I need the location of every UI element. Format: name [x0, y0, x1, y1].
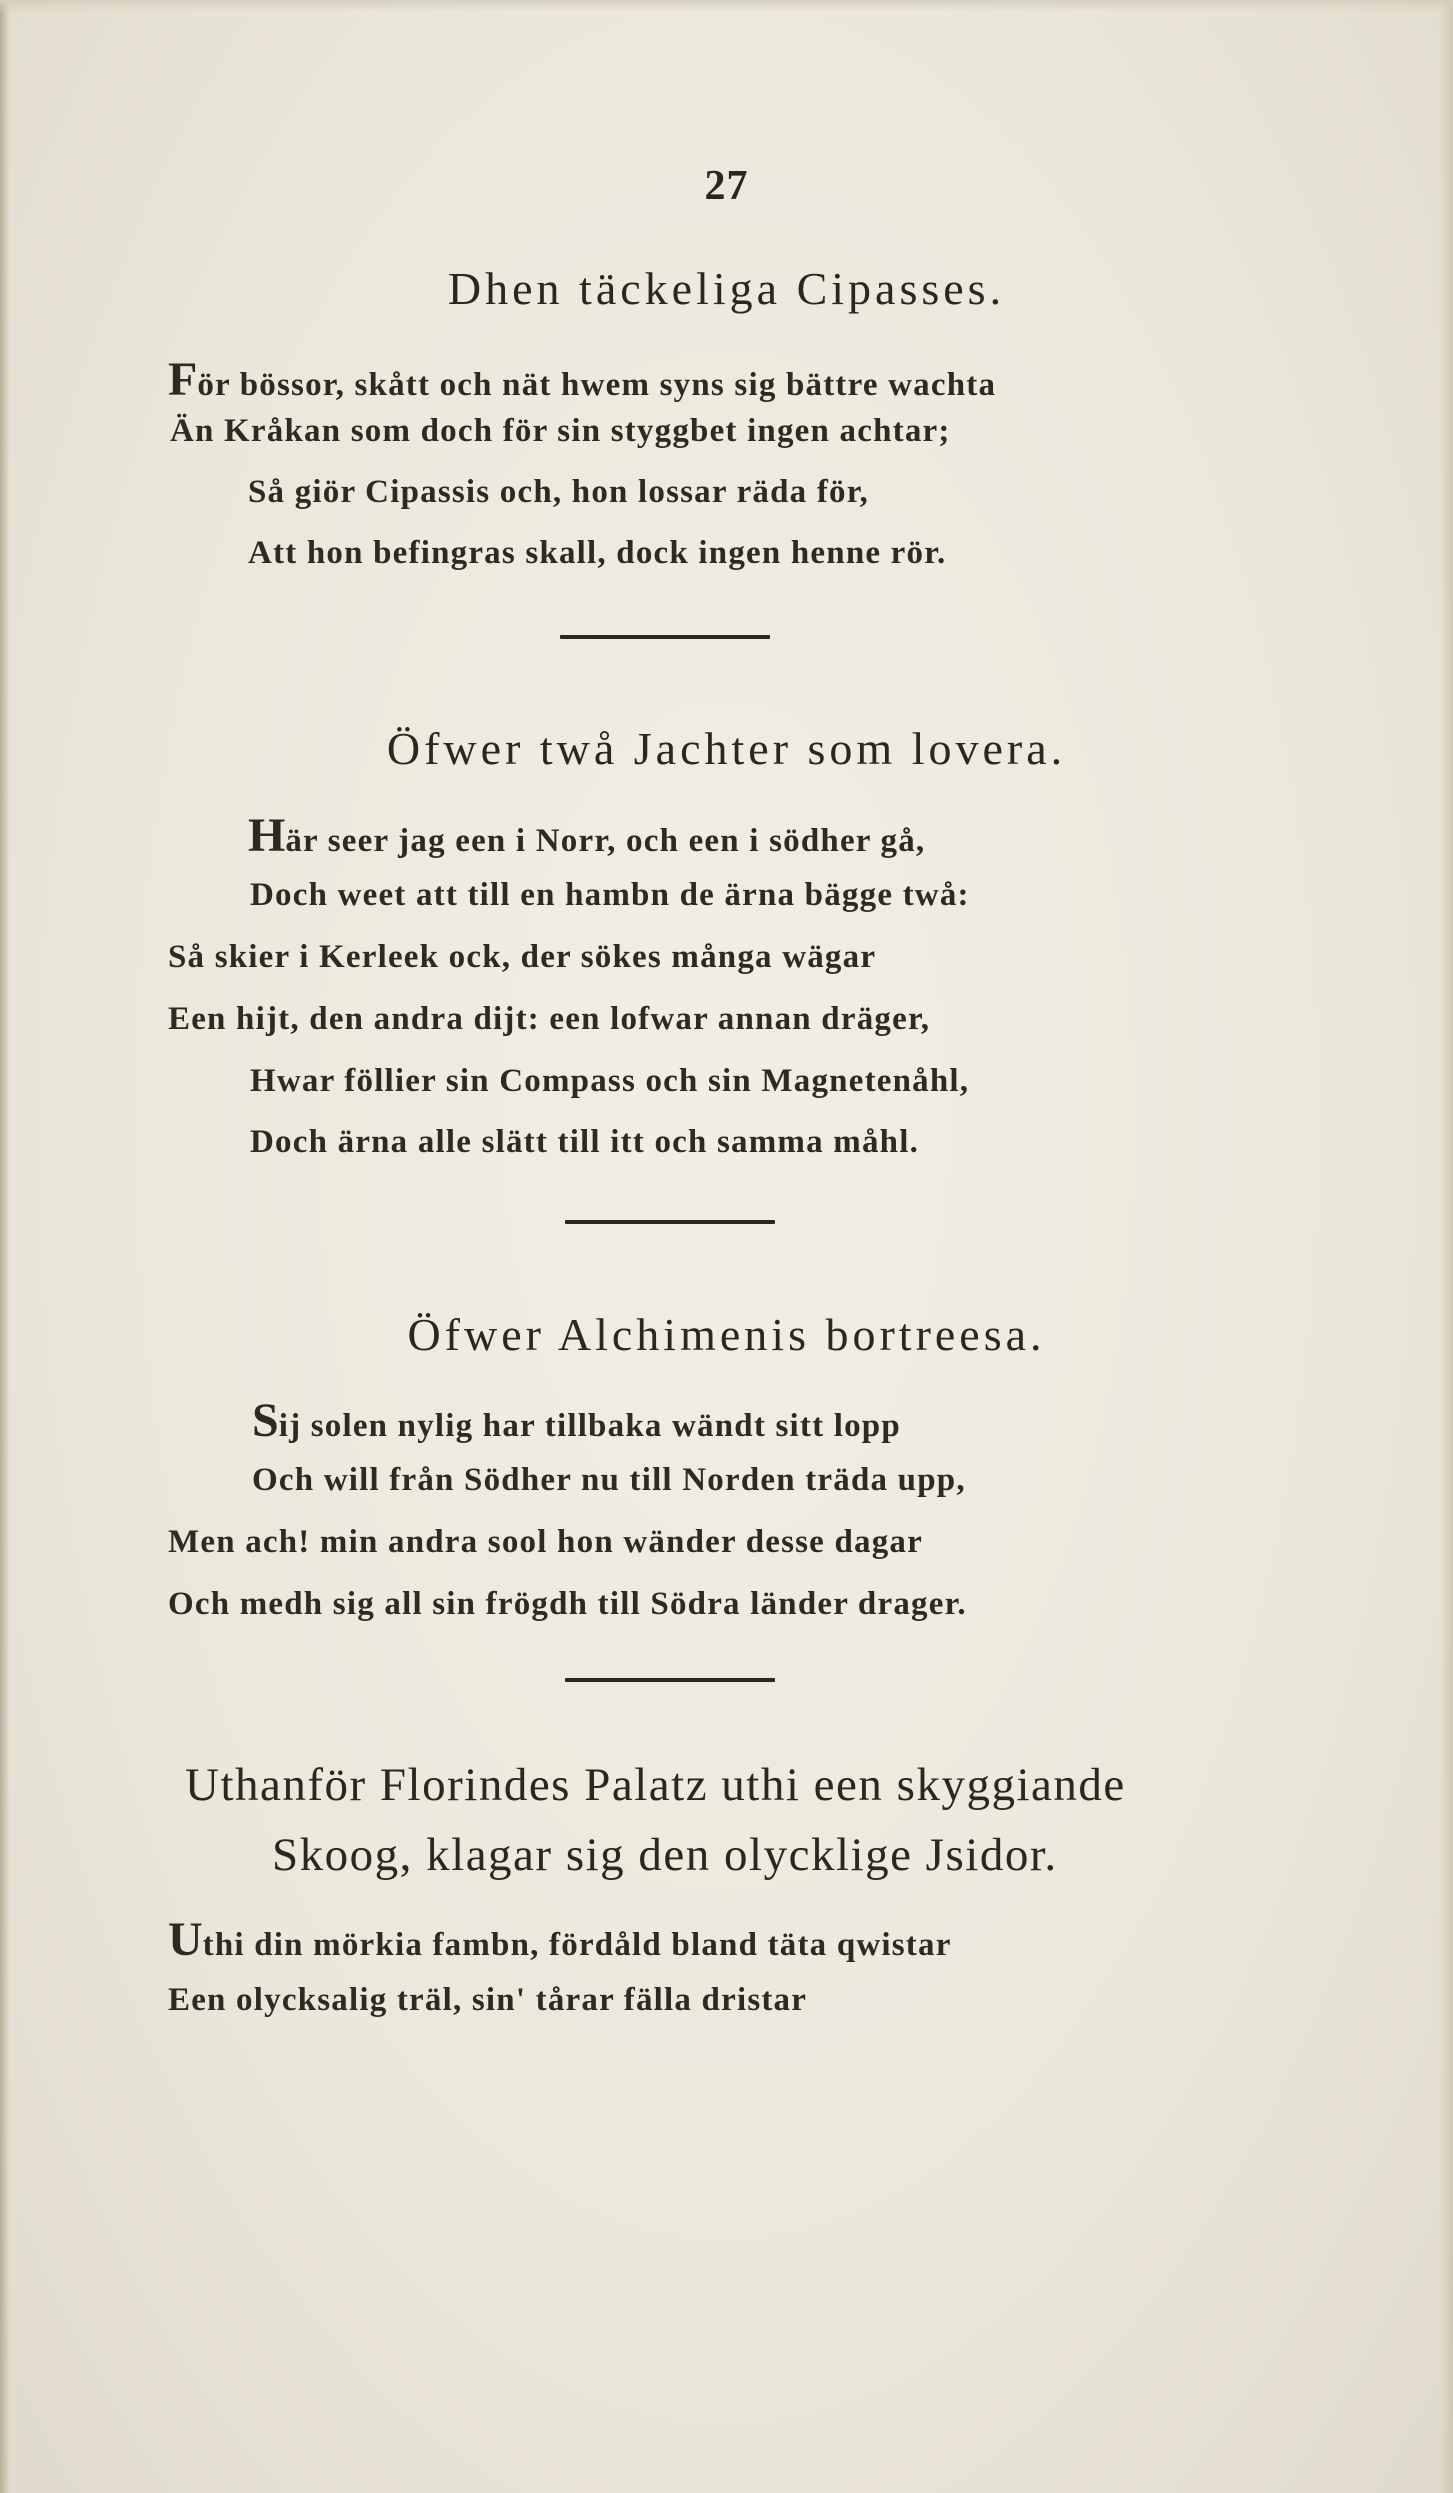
- poem-3-line-2: [252, 1462, 966, 1499]
- section-divider: [560, 635, 770, 639]
- drop-initial: F: [168, 353, 198, 406]
- line-text: thi din mörkia fambn, fördåld bland täta qwistar: [202, 1927, 952, 1963]
- poem-2-line-6: [250, 1124, 919, 1161]
- poem-2-line-2: [250, 877, 970, 914]
- drop-initial: H: [248, 809, 286, 862]
- poem-3-line-1: [252, 1393, 901, 1448]
- line-text: Een hijt, den andra dijt: een lofwar annan dräger,: [168, 1001, 931, 1037]
- line-text: Än Kråkan som doch för sin styggbet ingen achtar;: [170, 413, 951, 449]
- poem-3-line-4: [168, 1586, 967, 1623]
- line-text: Hwar föllier sin Compass och sin Magnetenåhl,: [250, 1063, 970, 1099]
- poem-4-title-line-1: Uthanför Florindes Palatz uthi een skyggiande: [185, 1759, 1126, 1811]
- line-text: Doch weet att till en hambn de ärna bägge twå:: [250, 877, 970, 913]
- page-number: 27: [704, 163, 749, 209]
- poem-2-line-4: [168, 1001, 930, 1038]
- page-edge-top: [0, 0, 1453, 12]
- poem-2-line-5: [250, 1063, 969, 1100]
- section-divider: [565, 1220, 775, 1224]
- poem-1-line-2: [170, 413, 951, 450]
- drop-initial: S: [252, 1394, 279, 1447]
- line-text: Doch ärna alle slätt till itt och samma måhl.: [250, 1124, 920, 1160]
- line-text: Att hon befingras skall, dock ingen henne rör.: [248, 535, 947, 571]
- poem-3-line-3: [168, 1524, 923, 1561]
- drop-initial: U: [168, 1913, 203, 1966]
- poem-2-line-1: [248, 808, 925, 863]
- line-text: är seer jag een i Norr, och een i södher gå,: [285, 823, 926, 859]
- page-edge-right: [1439, 0, 1453, 2493]
- line-text: Een olycksalig träl, sin' tårar fälla dristar: [168, 1982, 808, 2018]
- section-divider: [565, 1678, 775, 1682]
- poem-2-line-3: [168, 939, 876, 976]
- poem-1-line-4: [248, 535, 947, 572]
- line-text: ij solen nylig har tillbaka wändt sitt lopp: [278, 1408, 901, 1444]
- line-text: Och will från Södher nu till Norden träda upp,: [252, 1462, 966, 1498]
- line-text: ör bössor, skått och nät hwem syns sig bättre wachta: [197, 367, 997, 403]
- poem-2-title: Öfwer twå Jachter som lovera.: [386, 723, 1067, 774]
- page-edge-left: [0, 0, 10, 2493]
- line-text: Så giör Cipassis och, hon lossar räda för,: [248, 474, 869, 510]
- poem-4-line-2: [168, 1982, 807, 2019]
- poem-1-line-1: [168, 352, 996, 407]
- line-text: Och medh sig all sin frögdh till Södra länder drager.: [168, 1586, 967, 1622]
- line-text: Men ach! min andra sool hon wänder desse dagar: [168, 1524, 923, 1560]
- poem-1-line-3: [248, 474, 869, 511]
- poem-1-title: Dhen täckeliga Cipasses.: [447, 263, 1006, 314]
- poem-4-title-line-2: Skoog, klagar sig den olycklige Jsidor.: [272, 1829, 1058, 1881]
- poem-3-title: Öfwer Alchimenis bortreesa.: [407, 1309, 1046, 1360]
- line-text: Så skier i Kerleek ock, der sökes många wägar: [168, 939, 877, 975]
- poem-4-line-1: [168, 1912, 952, 1967]
